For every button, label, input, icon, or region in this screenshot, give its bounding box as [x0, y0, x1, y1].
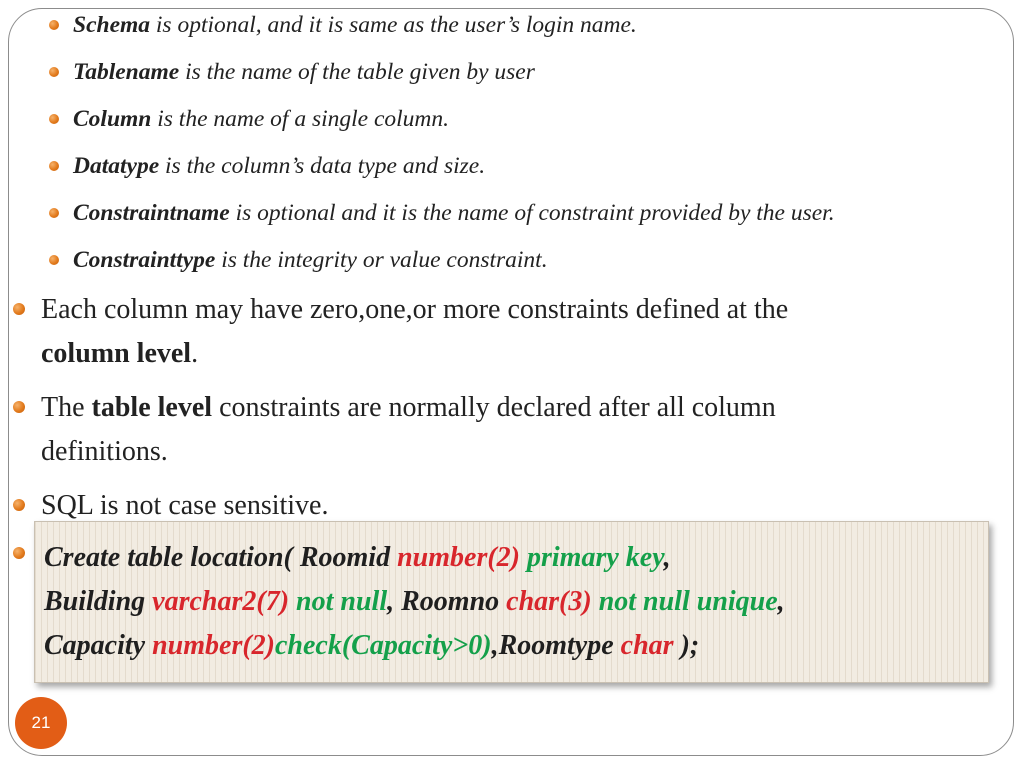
- code-line-3: [44, 624, 699, 668]
- sub-item-schema: [73, 10, 637, 40]
- bold-term: column level: [41, 338, 192, 369]
- code-token: ,: [663, 542, 671, 573]
- text-post: constraints are normally declared after all column: [212, 392, 776, 423]
- term-label: Tablename: [73, 59, 180, 85]
- code-token: number(2): [152, 630, 275, 661]
- code-token: Capacity: [44, 630, 153, 661]
- bullet-icon: [49, 114, 59, 124]
- term-label: Column: [73, 106, 152, 132]
- code-token: Building: [44, 586, 153, 617]
- bullet-icon: [49, 67, 59, 77]
- term-description: is the name of the table given by user: [179, 59, 535, 85]
- code-token: char(3): [506, 586, 599, 617]
- text-tail: .: [191, 338, 199, 369]
- main-item-line: Each column may have zero,one,or more constraints defined at the: [41, 294, 789, 325]
- term-label: Constrainttype: [73, 247, 216, 273]
- sub-item-tablename: [73, 57, 535, 87]
- sub-item-column: [73, 104, 449, 134]
- code-token: varchar2(7): [152, 586, 297, 617]
- sql-code-block: [34, 521, 989, 683]
- code-token: number(2): [397, 542, 527, 573]
- page-number-badge: 21: [15, 697, 67, 749]
- sub-item-constraintname: [73, 198, 835, 228]
- bullet-icon: [13, 499, 25, 511]
- main-item-line: SQL is not case sensitive.: [41, 490, 329, 521]
- bullet-icon: [13, 401, 25, 413]
- term-description: is the integrity or value constraint.: [215, 247, 548, 273]
- bullet-icon: [49, 20, 59, 30]
- term-label: Constraintname: [73, 200, 230, 226]
- main-item-line: [41, 386, 776, 430]
- bullet-icon: [49, 255, 59, 265]
- code-token: primary key: [527, 542, 664, 573]
- code-token: not null unique: [598, 586, 778, 617]
- sub-item-datatype: [73, 151, 485, 181]
- term-description: is optional, and it is same as the user’s login name.: [150, 12, 637, 38]
- term-label: Datatype: [73, 153, 160, 179]
- code-token: Create table location( Roomid: [44, 542, 398, 573]
- code-line-2: [44, 580, 785, 624]
- term-label: Schema: [73, 12, 151, 38]
- bold-term: table level: [91, 392, 213, 423]
- code-token: , Roomno: [387, 586, 507, 617]
- code-token: ,: [777, 586, 785, 617]
- term-description: is the column’s data type and size.: [159, 153, 486, 179]
- code-line-1: [44, 536, 671, 580]
- code-token: );: [680, 630, 700, 661]
- code-token: not null: [296, 586, 388, 617]
- sub-item-constrainttype: [73, 245, 548, 275]
- code-token: char: [620, 630, 681, 661]
- term-description: is optional and it is the name of constraint provided by the user.: [229, 200, 835, 226]
- term-description: is the name of a single column.: [151, 106, 450, 132]
- bullet-icon: [13, 547, 25, 559]
- code-token: check(Capacity>0): [275, 630, 492, 661]
- text-pre: The: [41, 392, 92, 423]
- main-item-line: [41, 332, 788, 376]
- code-token: ,Roomtype: [491, 630, 621, 661]
- bullet-icon: [13, 303, 25, 315]
- bullet-icon: [49, 161, 59, 171]
- main-item-table-level: [41, 386, 776, 474]
- main-item-line: definitions.: [41, 436, 168, 467]
- bullet-icon: [49, 208, 59, 218]
- main-item-column-constraints: [41, 288, 788, 376]
